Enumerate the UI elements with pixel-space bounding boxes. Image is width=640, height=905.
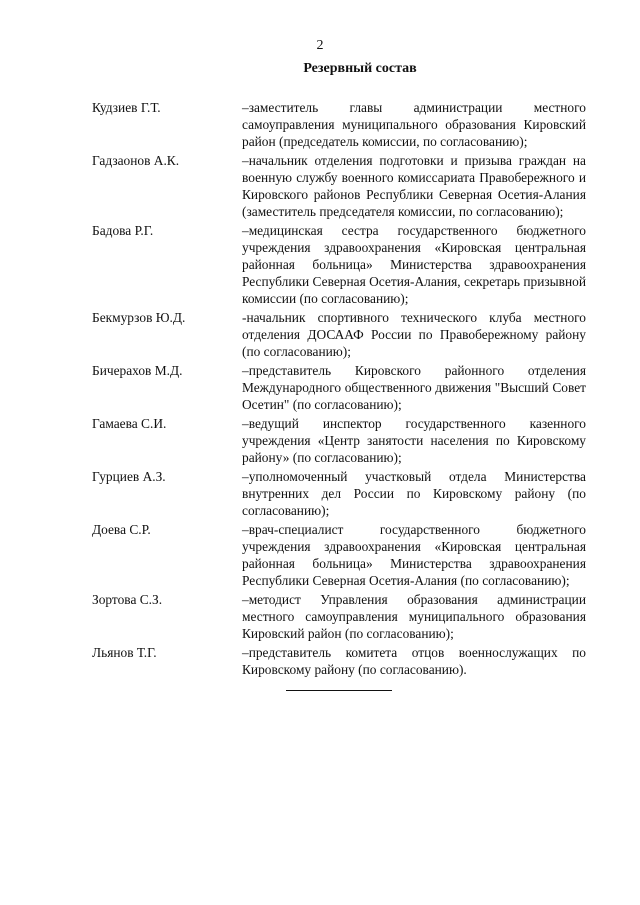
- member-row: [92, 309, 586, 360]
- member-row: [92, 415, 586, 466]
- member-row: [92, 152, 586, 220]
- end-divider: [286, 690, 392, 691]
- member-row: [92, 591, 586, 642]
- member-role: –методист Управления образования администрации местного самоуправления муниципального образования Кировский район (по согласованию);: [242, 592, 586, 641]
- page-title: Резервный состав: [303, 61, 417, 76]
- member-row: [92, 468, 586, 519]
- member-role: –заместитель главы администрации местного самоуправления муниципального образования Кировский район (председатель комиссии, по согласованию);: [242, 100, 586, 149]
- member-row: [92, 362, 586, 413]
- member-name: Гурциев А.З.: [92, 469, 166, 484]
- member-row: [92, 644, 586, 678]
- member-role: –представитель комитета отцов военнослужащих по Кировскому району (по согласованию).: [242, 645, 586, 677]
- member-name: Кудзиев Г.Т.: [92, 100, 161, 115]
- member-name: Гадзаонов А.К.: [92, 153, 180, 168]
- page-number: 2: [316, 38, 324, 53]
- member-name: Бекмурзов Ю.Д.: [92, 310, 186, 325]
- member-row: [92, 222, 586, 307]
- member-name: Бичерахов М.Д.: [92, 363, 183, 378]
- member-name: Бадова Р.Г.: [92, 223, 154, 238]
- member-role: –начальник отделения подготовки и призыва граждан на военную службу военного комиссариата Правобережного и Кировского районов Республики Северная Осетия-Алания (заместитель председателя комиссии, по согласованию);: [242, 153, 586, 219]
- members-list: [92, 99, 586, 680]
- member-role: –ведущий инспектор государственного казенного учреждения «Центр занятости населения по Кировскому району» (по согласованию);: [242, 416, 586, 465]
- member-name: Гамаева С.И.: [92, 416, 167, 431]
- member-role: -начальник спортивного технического клуба местного отделения ДОСААФ России по Правобережному району (по согласованию);: [242, 310, 586, 359]
- member-role: –представитель Кировского районного отделения Международного общественного движения "Высший Совет Осетин" (по согласованию);: [242, 363, 586, 412]
- member-role: –уполномоченный участковый отдела Министерства внутренних дел России по Кировскому району (по согласованию);: [242, 469, 586, 518]
- member-name: Зортова С.З.: [92, 592, 163, 607]
- member-name: Льянов Т.Г.: [92, 645, 157, 660]
- member-name: Доева С.Р.: [92, 522, 151, 537]
- member-row: [92, 99, 586, 150]
- member-role: –медицинская сестра государственного бюджетного учреждения здравоохранения «Кировская центральная районная больница» Министерства здравоохранения Республики Северная Осетия-Алания, секретарь призывной комиссии (по согласованию);: [242, 223, 586, 306]
- member-role: –врач-специалист государственного бюджетного учреждения здравоохранения «Кировская центральная районная больница» Министерства здравоохранения Республики Северная Осетия-Алания (по согласованию);: [242, 522, 586, 588]
- member-row: [92, 521, 586, 589]
